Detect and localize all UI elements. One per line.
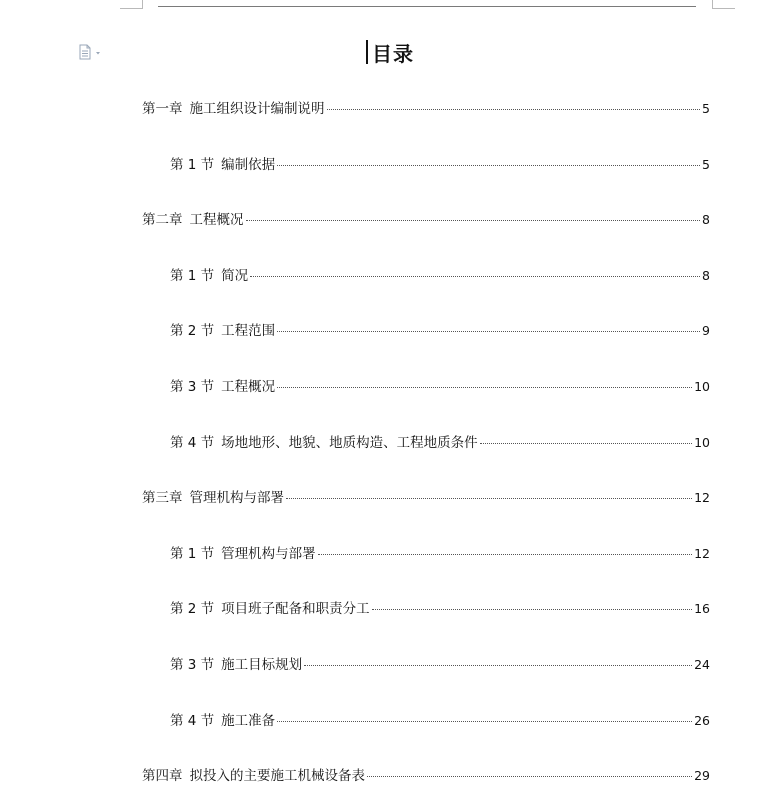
document-title-text: 目录: [372, 42, 414, 66]
toc-entry-label: [170, 711, 275, 731]
toc-entry-number: 第 2 节: [170, 601, 215, 617]
toc-entry-title: 项目班子配备和职责分工: [221, 601, 370, 617]
toc-page-number: 29: [694, 768, 710, 783]
toc-section-entry[interactable]: [170, 433, 710, 453]
toc-page-number: 12: [694, 546, 710, 561]
toc-entry-title: 工程范围: [221, 323, 276, 339]
toc-entry-label: [170, 544, 316, 564]
toc-entry-title: 施工准备: [221, 713, 276, 729]
toc-page-number: 10: [694, 379, 710, 394]
toc-chapter-entry[interactable]: [142, 99, 710, 119]
text-cursor: [366, 40, 368, 64]
toc-section-entry[interactable]: [170, 599, 710, 619]
toc-section-entry[interactable]: [170, 321, 710, 341]
toc-entry-number: 第一章: [142, 101, 183, 117]
toc-dot-leader: [327, 108, 701, 110]
toc-dot-leader: [304, 664, 692, 666]
toc-entry-label: [170, 599, 370, 619]
toc-section-entry[interactable]: [170, 655, 710, 675]
toc-entry-number: 第 1 节: [170, 157, 215, 173]
toc-dot-leader: [246, 219, 701, 221]
toc-page-number: 12: [694, 490, 710, 505]
toc-entry-number: 第 3 节: [170, 379, 215, 395]
toc-dot-leader: [286, 497, 692, 499]
toc-entry-number: 第 4 节: [170, 713, 215, 729]
toc-dot-leader: [250, 275, 700, 277]
toc-entry-title: 场地地形、地貌、地质构造、工程地质条件: [221, 435, 478, 451]
toc-dot-leader: [277, 330, 700, 332]
toc-dot-leader: [372, 608, 692, 610]
toc-entry-number: 第 3 节: [170, 657, 215, 673]
toc-dot-leader: [277, 164, 700, 166]
toc-entry-label: [142, 210, 244, 230]
toc-section-entry[interactable]: [170, 377, 710, 397]
toc-entry-title: 施工组织设计编制说明: [189, 101, 325, 117]
toc-dot-leader: [367, 775, 692, 777]
toc-entry-label: [142, 766, 365, 786]
toc-dot-leader: [318, 553, 692, 555]
toc-entry-number: 第 4 节: [170, 435, 215, 451]
toc-page-number: 8: [702, 268, 710, 283]
toc-dot-leader: [277, 720, 692, 722]
toc-dot-leader: [277, 386, 692, 388]
toc-entry-number: 第 1 节: [170, 546, 215, 562]
toc-entry-title: 施工目标规划: [221, 657, 303, 673]
toc-chapter-entry[interactable]: [142, 488, 710, 508]
header-rule: [158, 6, 696, 7]
toc-chapter-entry[interactable]: [142, 210, 710, 230]
toc-entry-label: [170, 321, 275, 341]
toc-entry-title: 编制依据: [221, 157, 276, 173]
toc-entry-number: 第四章: [142, 768, 183, 784]
toc-section-entry[interactable]: [170, 711, 710, 731]
toc-entry-title: 工程概况: [189, 212, 244, 228]
toc-entry-label: [170, 655, 302, 675]
toc-entry-title: 简况: [221, 268, 249, 284]
crop-mark-left: [120, 0, 143, 9]
toc-entry-number: 第 1 节: [170, 268, 215, 284]
toc-entry-title: 拟投入的主要施工机械设备表: [189, 768, 365, 784]
toc-entry-label: [142, 488, 284, 508]
title-area: [0, 38, 780, 67]
toc-section-entry[interactable]: [170, 155, 710, 175]
toc-entry-label: [170, 266, 248, 286]
toc-page-number: 16: [694, 601, 710, 616]
toc-page-number: 26: [694, 713, 710, 728]
document-title[interactable]: [366, 38, 414, 67]
toc-chapter-entry[interactable]: [142, 766, 710, 786]
toc-page-number: 8: [702, 212, 710, 227]
toc-entry-title: 管理机构与部署: [221, 546, 316, 562]
crop-mark-right: [712, 0, 735, 9]
toc-entry-label: [142, 99, 325, 119]
toc-page-number: 9: [702, 323, 710, 338]
toc-entry-label: [170, 155, 275, 175]
toc-section-entry[interactable]: [170, 544, 710, 564]
toc-entry-number: 第 2 节: [170, 323, 215, 339]
toc-entry-title: 工程概况: [221, 379, 276, 395]
toc-page-number: 24: [694, 657, 710, 672]
toc-entry-number: 第二章: [142, 212, 183, 228]
toc-entry-label: [170, 433, 478, 453]
toc-entry-number: 第三章: [142, 490, 183, 506]
toc-section-entry[interactable]: [170, 266, 710, 286]
toc-entry-title: 管理机构与部署: [189, 490, 284, 506]
toc-entry-label: [170, 377, 275, 397]
toc-page-number: 5: [702, 157, 710, 172]
toc-page-number: 10: [694, 435, 710, 450]
toc-dot-leader: [480, 442, 692, 444]
toc-page-number: 5: [702, 101, 710, 116]
